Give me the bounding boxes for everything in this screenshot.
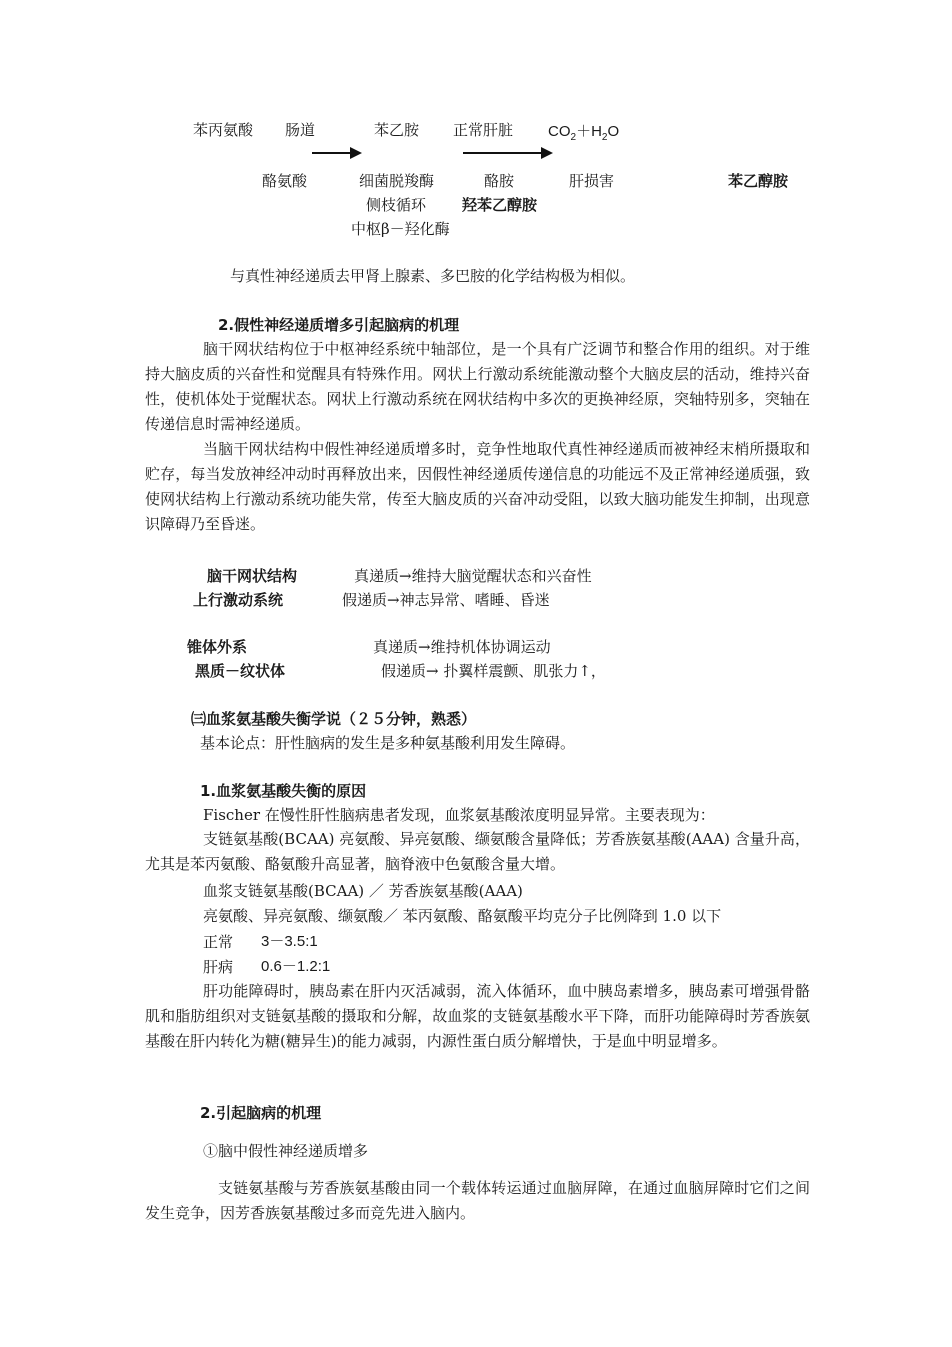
pathway-tyrosine: 酪氨酸: [262, 172, 308, 190]
disease-label: 肝病: [203, 958, 234, 976]
fischer-line: Fischer 在慢性肝性脑病患者发现，血浆氨基酸浓度明显异常。主要表现为：: [203, 806, 715, 824]
table1-true-item: 真递质→维持大脑觉醒状态和兴奋性: [354, 567, 592, 585]
pathway-co2-h2o: $CO_2+H_2O$: [548, 123, 620, 143]
section-2-heading: 2.假性神经递质增多引起脑病的机理: [218, 316, 460, 334]
table2-label-1: 锥体外系: [187, 638, 248, 656]
pathway-central-hydroxylase: 中枢β－羟化酶: [351, 220, 450, 238]
section-3-heading: ㈢血浆氨基酸失衡学说（２５分钟，熟悉）: [191, 710, 477, 728]
pathway-arrow-1: [312, 146, 362, 160]
pathway-liver-damage: 肝损害: [569, 172, 615, 190]
pathway-phenylethylamine: 苯乙胺: [374, 121, 420, 139]
normal-label: 正常: [203, 933, 234, 951]
disease-value: 0.6－1.2:1: [261, 958, 331, 975]
subsection-1-heading: 1.血浆氨基酸失衡的原因: [200, 782, 367, 800]
pathway-octopamine: 羟苯乙醇胺: [462, 196, 538, 214]
pathway-bacterial-decarboxylase: 细菌脱羧酶: [359, 172, 435, 190]
pathway-tyramine: 酪胺: [484, 172, 515, 190]
pathway-normal-liver: 正常肝脏: [453, 121, 514, 139]
ratio-description: 亮氨酸、异亮氨酸、缬氨酸／ 苯丙氨酸、酪氨酸平均克分子比例降到 1.0 以下: [203, 907, 722, 925]
table2-label-2: 黑质－纹状体: [195, 662, 286, 680]
basic-argument: 基本论点：肝性脑病的发生是多种氨基酸利用发生障碍。: [200, 734, 576, 752]
table1-label-1: 脑干网状结构: [207, 567, 298, 585]
bcaa-paragraph: 支链氨基酸(BCAA) 亮氨酸、异亮氨酸、缬氨酸含量降低；芳香族氨基酸(AAA) 含量升高，尤其是苯丙氨酸、酪氨酸升高显著，脑脊液中色氨酸含量大增。: [145, 830, 810, 873]
pathway-arrow-2: [463, 146, 555, 160]
pathway-intestine: 肠道: [285, 121, 316, 139]
normal-value: 3－3.5:1: [261, 933, 318, 950]
section-2-paragraph-2: 当脑干网状结构中假性神经递质增多时，竞争性地取代真性神经递质而被神经末梢所摄取和贮存，每当发放神经冲动时再释放出来，因假性神经递质传递信息的功能远不及正常神经递质强，致使网状结构上行激动系统功能失常，传至大脑皮质的兴奋冲动受阻，以致大脑功能发生抑制，出现意识障碍乃至昏迷。: [145, 440, 810, 533]
pathway-phenylalanine: 苯丙氨酸: [193, 121, 254, 139]
table2-true-item: 真递质→维持机体协调运动: [373, 638, 551, 656]
ratio-title: 血浆支链氨基酸(BCAA) ／ 芳香族氨基酸(AAA): [203, 882, 523, 900]
subsection-2-heading: 2.引起脑病的机理: [200, 1104, 322, 1122]
liver-paragraph: 肝功能障碍时，胰岛素在肝内灭活减弱，流入体循环，血中胰岛素增多，胰岛素可增强骨骼肌和脂肪组织对支链氨基酸的摄取和分解，故血浆的支链氨基酸水平下降，而肝功能障碍时芳香族氨基酸在肝内转化为糖(糖异生)的能力减弱，内源性蛋白质分解增快，于是血中明显增多。: [145, 982, 810, 1050]
pathway-collateral: 侧枝循环: [366, 196, 427, 214]
item-1: ①脑中假性神经递质增多: [203, 1142, 369, 1160]
table1-false-item: 假递质→神志异常、嗜睡、昏迷: [342, 591, 550, 609]
intro-line: 与真性神经递质去甲肾上腺素、多巴胺的化学结构极为相似。: [230, 267, 636, 285]
compete-paragraph: 支链氨基酸与芳香族氨基酸由同一个载体转运通过血脑屏障，在通过血脑屏障时它们之间发生竞争，因芳香族氨基酸过多而竞先进入脑内。: [145, 1179, 810, 1222]
section-2-paragraph-1: 脑干网状结构位于中枢神经系统中轴部位，是一个具有广泛调节和整合作用的组织。对于维持大脑皮质的兴奋性和觉醒具有特殊作用。网状上行激动系统能激动整个大脑皮层的活动，维持兴奋性，使机体处于觉醒状态。网状上行激动系统在网状结构中多次的更换神经原，突轴特别多，突轴在传递信息时需神经递质。: [145, 340, 810, 433]
pathway-phenylethanolamine: 苯乙醇胺: [728, 172, 789, 190]
table2-false-item: 假递质→ 扑翼样震颤、肌张力↑，: [381, 662, 606, 680]
table1-label-2: 上行激动系统: [193, 591, 284, 609]
